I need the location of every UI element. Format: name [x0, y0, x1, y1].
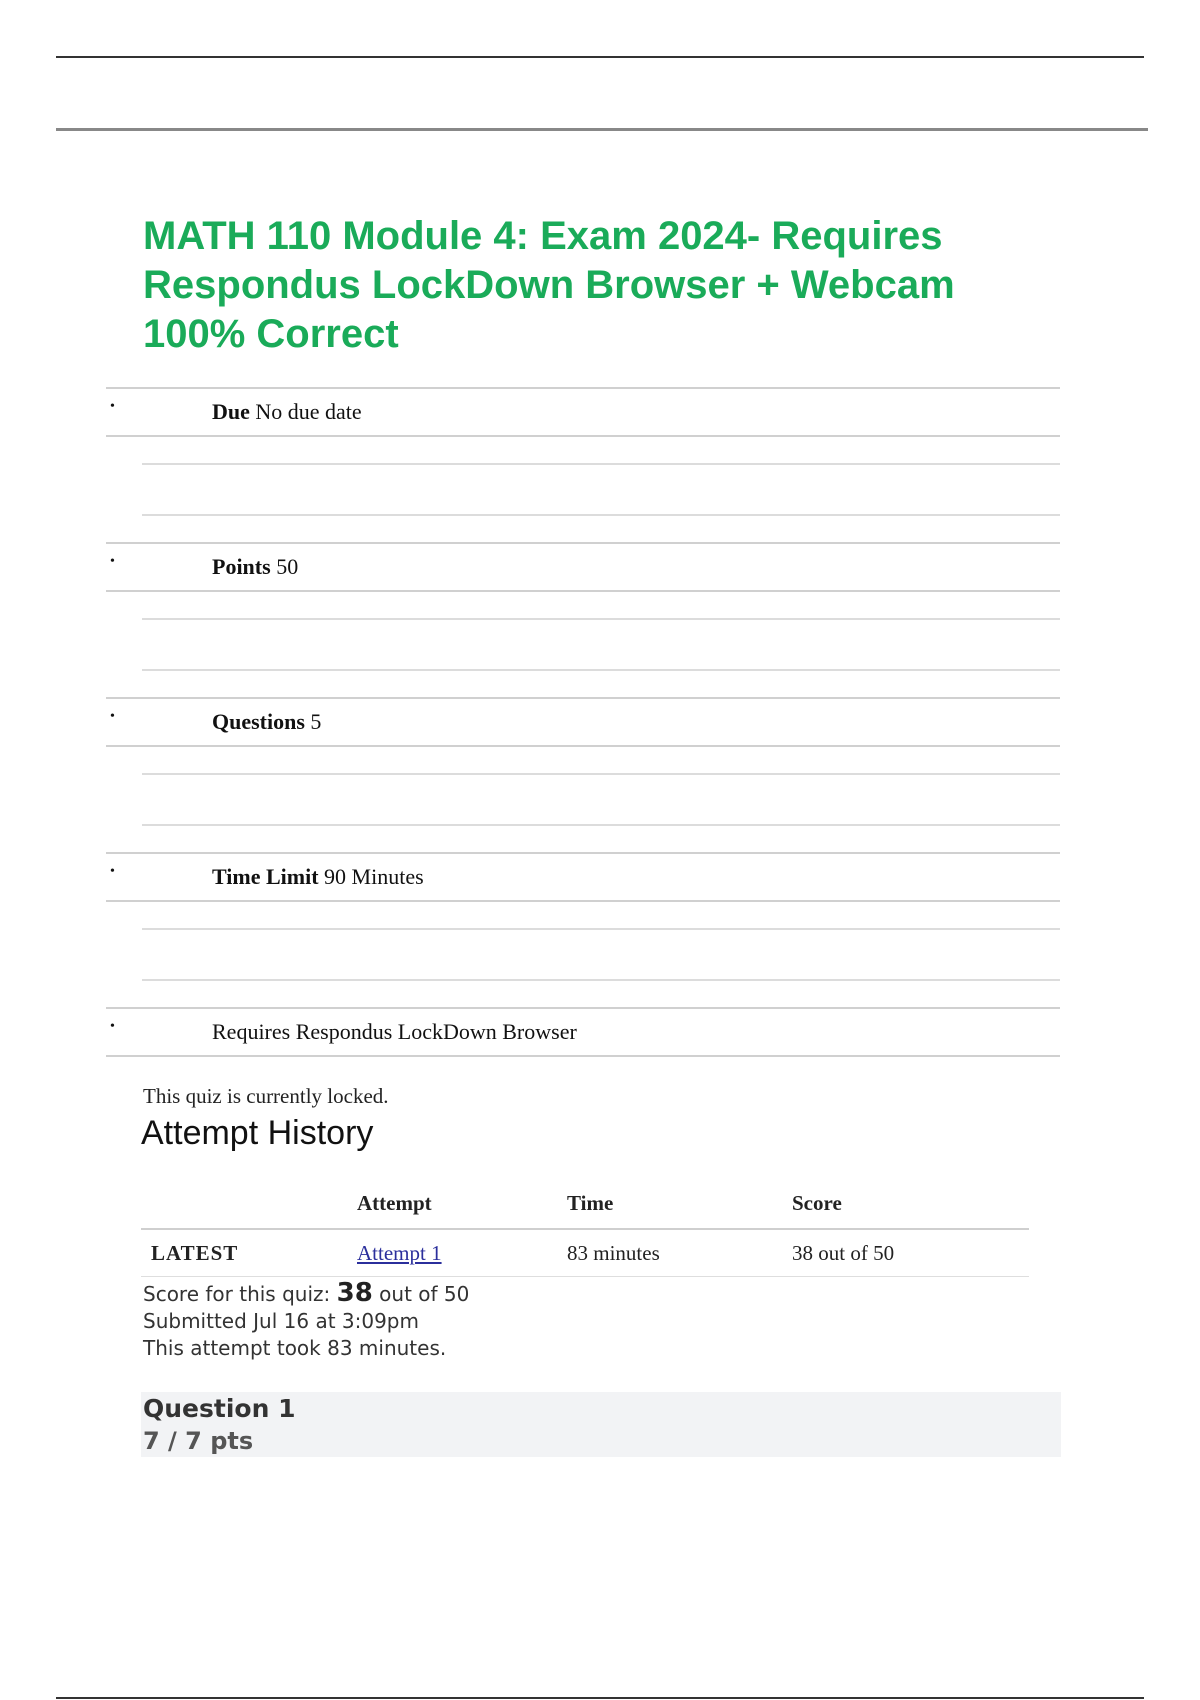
score-prefix: Score for this quiz: — [143, 1282, 331, 1306]
score-suffix: out of 50 — [379, 1282, 470, 1306]
divider — [142, 928, 1060, 930]
detail-points — [106, 542, 1060, 697]
attempt-history-table — [141, 1178, 1029, 1277]
duration-line: This attempt took 83 minutes. — [143, 1336, 447, 1360]
attempt-link[interactable]: Attempt 1 — [357, 1240, 442, 1265]
latest-tag: LATEST — [141, 1229, 357, 1277]
divider — [142, 463, 1060, 465]
bullet: • — [110, 864, 115, 879]
table-header-row — [141, 1178, 1029, 1229]
divider — [142, 979, 1060, 981]
detail-row — [106, 542, 1060, 592]
detail-label: Due — [212, 399, 250, 424]
detail-row — [106, 1007, 1060, 1057]
column-header-score: Score — [792, 1178, 1029, 1229]
divider — [142, 773, 1060, 775]
detail-value: No due date — [255, 399, 362, 424]
divider — [142, 514, 1060, 516]
attempt-cell — [357, 1229, 567, 1277]
attempt-history-heading: Attempt History — [141, 1114, 374, 1152]
question-points: 7 / 7 pts — [143, 1427, 254, 1455]
column-header-time: Time — [567, 1178, 792, 1229]
detail-due — [106, 387, 1060, 542]
bottom-rule — [56, 1697, 1144, 1699]
bullet: • — [110, 554, 115, 569]
detail-value: 5 — [310, 709, 322, 734]
detail-row — [106, 697, 1060, 747]
locked-notice: This quiz is currently locked. — [143, 1084, 389, 1108]
detail-row — [106, 387, 1060, 437]
divider — [142, 824, 1060, 826]
bullet: • — [110, 709, 115, 724]
question-title: Question 1 — [143, 1394, 296, 1423]
divider — [142, 618, 1060, 620]
page-title: MATH 110 Module 4: Exam 2024- Requires Respondus LockDown Browser + Webcam 100% Correct — [143, 214, 955, 356]
score-line — [143, 1280, 469, 1308]
divider — [142, 669, 1060, 671]
detail-label: Points — [212, 554, 271, 579]
time-cell: 83 minutes — [567, 1229, 792, 1277]
bullet: • — [110, 399, 115, 414]
detail-questions — [106, 697, 1060, 852]
score-cell: 38 out of 50 — [792, 1229, 1029, 1277]
submitted-line: Submitted Jul 16 at 3:09pm — [143, 1309, 419, 1333]
detail-time-limit — [106, 852, 1060, 1007]
header-rule — [56, 128, 1148, 131]
detail-value: Requires Respondus LockDown Browser — [212, 1019, 577, 1044]
column-header-attempt: Attempt — [357, 1178, 567, 1229]
quiz-details-list — [106, 387, 1060, 1162]
detail-label: Questions — [212, 709, 305, 734]
question-header — [141, 1392, 1061, 1457]
score-summary — [143, 1280, 469, 1362]
top-rule — [56, 56, 1144, 58]
detail-row — [106, 852, 1060, 902]
detail-label: Time Limit — [212, 864, 319, 889]
column-header-blank — [141, 1178, 357, 1229]
detail-value: 90 Minutes — [324, 864, 424, 889]
table-row — [141, 1229, 1029, 1277]
score-value: 38 — [336, 1278, 373, 1308]
bullet: • — [110, 1019, 115, 1034]
detail-value: 50 — [276, 554, 299, 579]
